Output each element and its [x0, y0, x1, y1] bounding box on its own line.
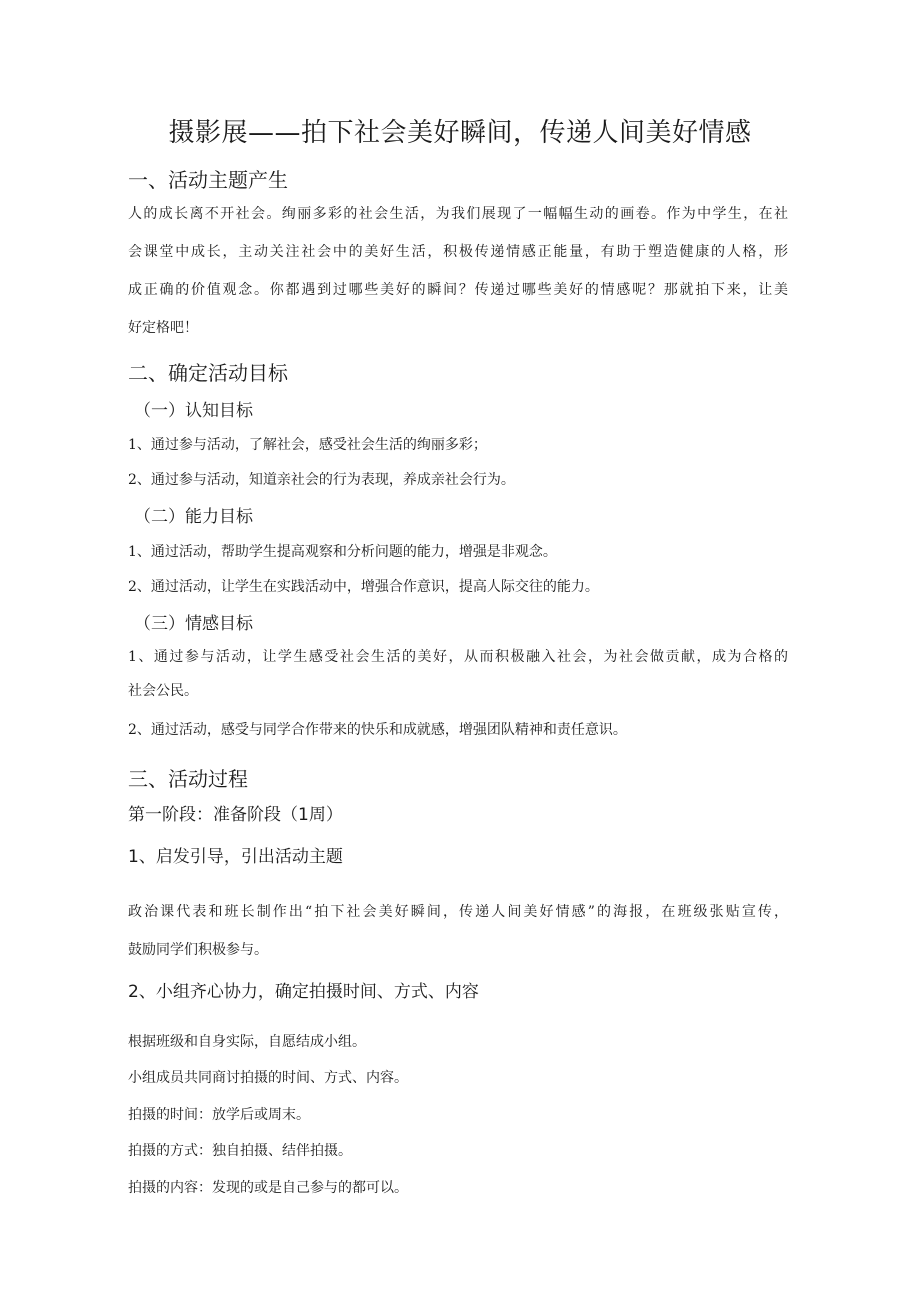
paragraph-line: 成正确的价值观念。你都遇到过哪些美好的瞬间？传递过哪些美好的情感呢？那就拍下来，让美	[128, 282, 788, 298]
section-heading-goals: 二、确定活动目标	[128, 361, 288, 385]
section-heading-process: 三、活动过程	[128, 767, 248, 791]
step-2-line: 小组成员共同商讨拍摄的时间、方式、内容。	[128, 1070, 408, 1086]
document-title: 摄影展——拍下社会美好瞬间，传递人间美好情感	[168, 118, 752, 148]
step-2-line: 拍摄的时间：放学后或周末。	[128, 1107, 310, 1123]
section-heading-theme: 一、活动主题产生	[128, 168, 288, 192]
paragraph-line: 鼓励同学们积极参与。	[128, 942, 268, 958]
cognitive-item-2: 2、通过参与活动，知道亲社会的行为表现，养成亲社会行为。	[128, 472, 515, 488]
emotion-item-1	[128, 638, 788, 710]
paragraph-line: 政治课代表和班长制作出“拍下社会美好瞬间，传递人间美好情感”的海报，在班级张贴宣传，	[128, 904, 788, 920]
paragraph-line: 1、通过参与活动，让学生感受社会生活的美好，从而积极融入社会，为社会做贡献，成为合格的	[128, 649, 788, 665]
step-1-paragraph	[128, 893, 788, 969]
step-2-line: 根据班级和自身实际，自愿结成小组。	[128, 1034, 366, 1050]
subheading-cognitive: （一）认知目标	[134, 401, 253, 421]
paragraph-line: 会课堂中成长，主动关注社会中的美好生活，积极传递情感正能量，有助于塑造健康的人格，形	[128, 244, 788, 260]
step-1-heading: 1、启发引导，引出活动主题	[128, 847, 343, 867]
theme-paragraph	[128, 195, 788, 347]
step-2-line: 拍摄的内容：发现的或是自己参与的都可以。	[128, 1180, 408, 1196]
subheading-ability: （二）能力目标	[134, 507, 253, 527]
paragraph-line: 社会公民。	[128, 683, 198, 699]
step-2-heading: 2、小组齐心协力，确定拍摄时间、方式、内容	[128, 982, 479, 1002]
paragraph-line: 人的成长离不开社会。绚丽多彩的社会生活，为我们展现了一幅幅生动的画卷。作为中学生，在社	[128, 206, 788, 222]
step-2-line: 拍摄的方式：独自拍摄、结伴拍摄。	[128, 1143, 352, 1159]
cognitive-item-1: 1、通过参与活动，了解社会，感受社会生活的绚丽多彩；	[128, 437, 487, 453]
emotion-item-2: 2、通过活动，感受与同学合作带来的快乐和成就感，增强团队精神和责任意识。	[128, 722, 627, 738]
ability-item-2: 2、通过活动，让学生在实践活动中，增强合作意识，提高人际交往的能力。	[128, 579, 599, 595]
ability-item-1: 1、通过活动，帮助学生提高观察和分析问题的能力，增强是非观念。	[128, 544, 557, 560]
paragraph-line: 好定格吧！	[128, 320, 198, 336]
subheading-emotion: （三）情感目标	[134, 614, 253, 634]
stage-1-heading: 第一阶段：准备阶段（1周）	[128, 805, 343, 825]
